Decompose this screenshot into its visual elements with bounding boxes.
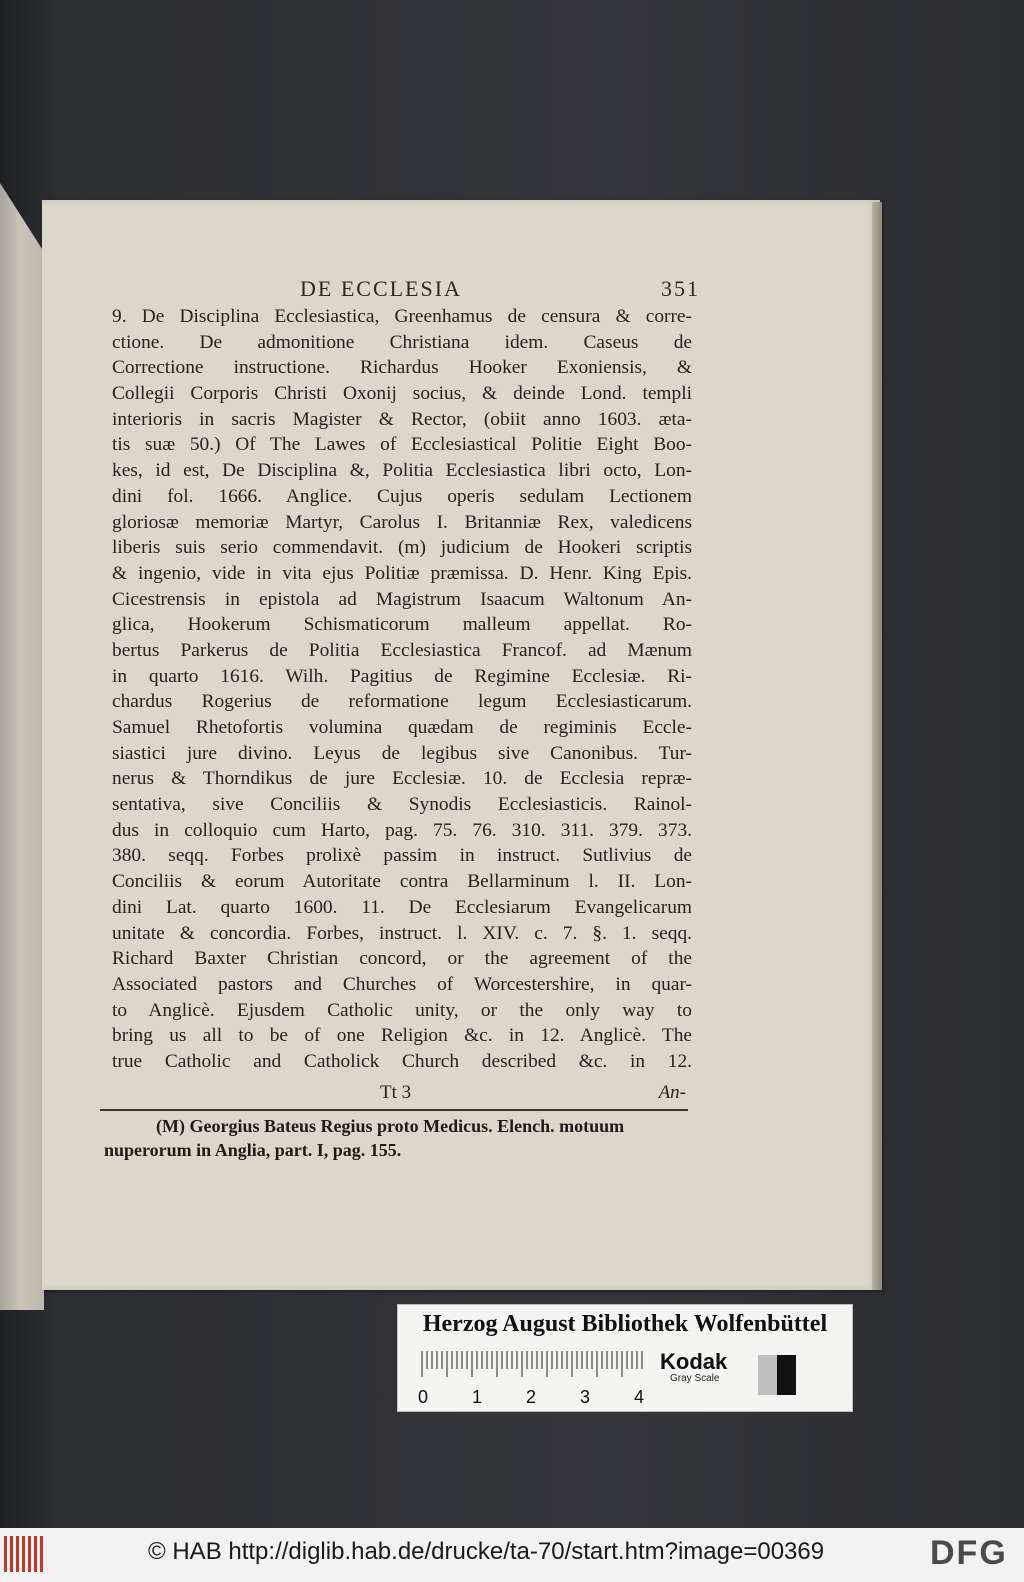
gray-scale-label: Gray Scale [670, 1373, 720, 1384]
text-line: dus in colloquio cum Harto, pag. 75. 76. 310. 311. 379. 373. [112, 819, 692, 841]
barcode-icon [4, 1536, 48, 1572]
text-line: Richard Baxter Christian concord, or the agreement of the [112, 948, 692, 970]
text-line: liberis suis serio commendavit. (m) judicium de Hookeri scriptis [112, 537, 692, 559]
footer-bar [0, 1528, 1024, 1582]
signature-line [380, 1082, 690, 1108]
text-line: 9. De Disciplina Ecclesiastica, Greenhamus de censura & corre- [112, 306, 692, 327]
text-line: tis suæ 50.) Of The Lawes of Ecclesiastical Politie Eight Boo- [112, 434, 692, 456]
credit-link[interactable]: © HAB http://diglib.hab.de/drucke/ta-70/start.htm?image=00369 [148, 1538, 825, 1565]
text-line: in quarto 1616. Wilh. Pagitius de Regimine Ecclesiæ. Ri- [112, 665, 692, 687]
text-line: glica, Hookerum Schismaticorum malleum appellat. Ro- [112, 614, 692, 636]
text-line: chardus Rogerius de reformatione legum Ecclesiasticarum. [112, 691, 692, 713]
text-line: bring us all to be of one Religion &c. in 12. Anglicè. The [112, 1025, 692, 1047]
kodak-logo: Kodak [660, 1349, 728, 1374]
text-line: dini Lat. quarto 1600. 11. De Ecclesiarum Evangelicarum [112, 896, 692, 918]
library-name: Herzog August Bibliothek Wolfenbüttel [422, 1311, 828, 1337]
footnote-rule [100, 1109, 688, 1111]
footnote-line: (M) Georgius Bateus Regius proto Medicus. Elench. motuum [156, 1116, 625, 1136]
text-line: ctione. De admonitione Christiana idem. Caseus de [112, 331, 692, 353]
page-number: 351 [661, 276, 700, 301]
scale-number: 3 [580, 1387, 591, 1407]
signature-mark: Tt 3 [380, 1082, 412, 1103]
page-fore-edge [872, 202, 882, 1290]
running-header [300, 276, 700, 304]
scale-number: 2 [526, 1387, 537, 1407]
dfg-logo: DFG [930, 1534, 1008, 1572]
text-line: Collegii Corporis Christi Oxonij socius, & deinde Lond. templi [112, 383, 692, 405]
text-line: Cicestrensis in epistola ad Magistrum Isaacum Waltonum An- [112, 588, 692, 610]
text-line: nerus & Thorndikus de jure Ecclesiæ. 10. de Ecclesia repræ- [112, 768, 692, 790]
text-line: interioris in sacris Magister & Rector, (obiit anno 1603. æta- [112, 408, 692, 430]
scale-number: 0 [418, 1387, 429, 1407]
scale-number: 4 [634, 1387, 645, 1407]
text-line: true Catholic and Catholick Church described &c. in 12. [112, 1050, 692, 1072]
footnote-line: nuperorum in Anglia, part. I, pag. 155. [104, 1140, 402, 1160]
text-line: dini fol. 1666. Anglice. Cujus operis sedulam Lectionem [112, 485, 692, 507]
scale-ruler [418, 1351, 648, 1407]
text-line: siastici jure divino. Leyus de legibus sive Canonibus. Tur- [112, 742, 692, 764]
body-text [112, 304, 692, 1075]
text-line: Samuel Rhetofortis volumina quædam de regiminis Eccle- [112, 717, 692, 738]
text-line: kes, id est, De Disciplina &, Politia Ecclesiastica libri octo, Lon- [112, 460, 692, 482]
catchword: An- [658, 1082, 686, 1103]
text-line: Conciliis & eorum Autoritate contra Bellarminum l. II. Lon- [112, 871, 692, 893]
text-line: gloriosæ memoriæ Martyr, Carolus I. Britanniæ Rex, valedicens [112, 511, 692, 533]
scale-number: 1 [472, 1387, 483, 1407]
text-line: bertus Parkerus de Politia Ecclesiastica Francof. ad Mænum [112, 639, 692, 661]
color-card [397, 1304, 853, 1412]
footnote [104, 1114, 692, 1162]
text-line: Correctione instructione. Richardus Hooker Exoniensis, & [112, 357, 692, 379]
text-line: unitate & concordia. Forbes, instruct. l. XIV. c. 7. §. 1. seqq. [112, 922, 692, 944]
facing-page-edge [0, 160, 44, 1310]
text-line: 380. seqq. Forbes prolixè passim in instruct. Sutlivius de [112, 845, 692, 867]
text-line: to Anglicè. Ejusdem Catholic unity, or the only way to [112, 999, 692, 1021]
text-line: & ingenio, vide in vita ejus Politiæ præmissa. D. Henr. King Epis. [112, 562, 692, 584]
gray-swatch [758, 1355, 796, 1395]
text-line: sentativa, sive Conciliis & Synodis Ecclesiasticis. Rainol- [112, 794, 692, 816]
text-line: Associated pastors and Churches of Worcestershire, in quar- [112, 973, 692, 995]
header-title: DE ECCLESIA [300, 276, 462, 301]
